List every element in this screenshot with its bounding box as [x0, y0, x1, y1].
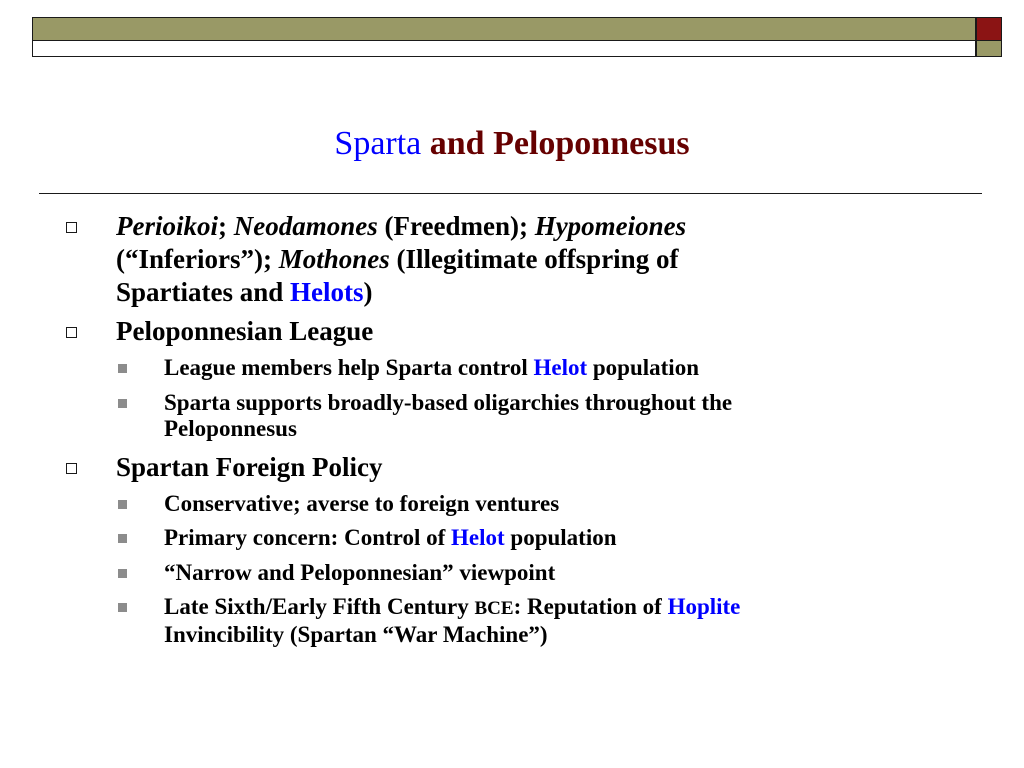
close-paren: ): [363, 277, 373, 307]
term-neodamones: Neodamones: [233, 211, 378, 241]
sub-text: League members help Sparta control: [164, 355, 534, 380]
gloss-illegitimate: (Illegitimate offspring of: [389, 244, 679, 274]
term-helot: Helot: [533, 355, 588, 380]
term-helot: Helot: [451, 525, 505, 550]
bullet-foreign-policy: [116, 451, 383, 484]
bullet-perioikoi: [116, 210, 686, 309]
sub-text: Sparta supports broadly-based oligarchies throughout the: [164, 390, 733, 415]
sub-text: Primary concern: Control of: [164, 525, 451, 550]
sub-bullet-hoplite: [164, 594, 740, 648]
text-spartiates: Spartiates and: [116, 277, 291, 307]
sub-line: [164, 594, 740, 622]
term-hoplite: Hoplite: [667, 594, 741, 619]
sub-text: Invincibility (Spartan “War Machine”): [164, 622, 548, 647]
separator: ;: [218, 211, 234, 241]
hollow-square-bullet-icon: [66, 327, 77, 338]
title-highlight: Sparta: [334, 125, 422, 162]
bullet-line: [116, 210, 686, 243]
sub-bullet-primary-concern: [164, 525, 617, 551]
term-hypomeiones: Hypomeiones: [534, 211, 687, 241]
filled-square-bullet-icon: [118, 569, 127, 578]
gloss-freedmen: (Freedmen);: [377, 211, 535, 241]
filled-square-bullet-icon: [118, 534, 127, 543]
term-mothones: Mothones: [278, 244, 390, 274]
era-label: BCE: [474, 598, 514, 619]
hollow-square-bullet-icon: [66, 463, 77, 474]
sub-text: : Reputation of: [513, 594, 668, 619]
filled-square-bullet-icon: [118, 500, 127, 509]
sub-text: Conservative; averse to foreign ventures: [164, 491, 560, 516]
bullet-line: [116, 276, 686, 309]
sub-text: Peloponnesus: [164, 416, 297, 441]
bullet-label: Peloponnesian League: [116, 316, 374, 346]
bullet-label: Spartan Foreign Policy: [116, 452, 383, 482]
filled-square-bullet-icon: [118, 399, 127, 408]
bullet-peloponnesian-league: [116, 315, 373, 348]
bullet-line: [116, 243, 686, 276]
title-rest: and Peloponnesus: [421, 125, 690, 162]
filled-square-bullet-icon: [118, 364, 127, 373]
sub-text: “Narrow and Peloponnesian” viewpoint: [164, 560, 556, 585]
sub-bullet-narrow-viewpoint: [164, 560, 555, 586]
sub-text: Late Sixth/Early Fifth Century: [164, 594, 475, 619]
sub-bullet-conservative: [164, 491, 559, 517]
sub-text: population: [504, 525, 617, 550]
sub-text: population: [587, 355, 699, 380]
sub-bullet-oligarchies: [164, 390, 732, 442]
term-perioikoi: Perioikoi: [116, 211, 218, 241]
hollow-square-bullet-icon: [66, 222, 77, 233]
filled-square-bullet-icon: [118, 603, 127, 612]
gloss-inferiors: (“Inferiors”);: [116, 244, 279, 274]
sub-bullet-league-members: [164, 355, 699, 381]
term-helots: Helots: [290, 277, 364, 307]
